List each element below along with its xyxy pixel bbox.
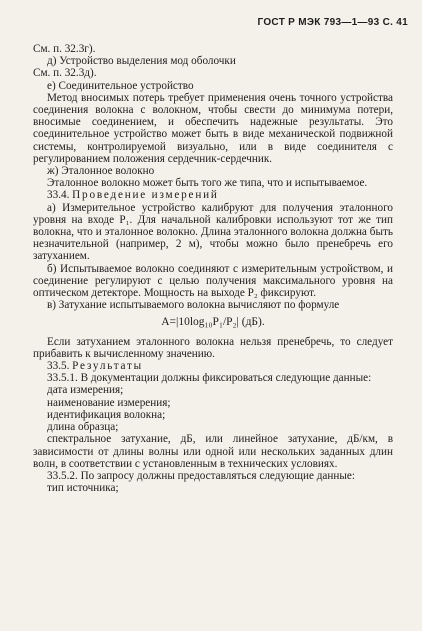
paragraph: б) Испытываемое волокно соединяют с измерительным устройством, и соединение регулируют с целью получения максимального уровня на оптическом детекторе. Мощность на выходе P₂ фиксируют.: [33, 262, 393, 300]
document-body: [33, 43, 393, 494]
paragraph: в) Затухание испытываемого волокна вычисляют по формуле: [47, 299, 340, 312]
list-item: д) Устройство выделения мод оболочки: [47, 55, 236, 68]
list-item: наименование измерения;: [47, 396, 171, 409]
section-title: Проведение измерений: [72, 189, 219, 202]
paragraph: Если затуханием эталонного волокна нельзя пренебречь, то следует прибавить к вычисленному значению.: [33, 335, 393, 360]
section-heading: [33, 189, 393, 201]
section-number: 33.5.: [47, 360, 70, 373]
list-item: дата измерения;: [47, 384, 124, 397]
text-line: См. п. 32.3г).: [33, 43, 96, 55]
paragraph: 33.5.1. В документации должны фиксироваться следующие данные:: [47, 372, 372, 385]
paragraph: Эталонное волокно может быть того же типа, что и испытываемое.: [47, 177, 368, 190]
paragraph: Метод вносимых потерь требует применения очень точного устройства соединения волокна с волокном, чтобы свести до минимума потери, вносимые соединением, и обеспечить надежные результаты. Это соединительное устройство может быть в виде механической подвижной системы, контролируемой визуально, или в виде соединителя с регулированием положения сердечник-сердечник.: [33, 91, 393, 165]
list-item: тип источника;: [47, 482, 119, 495]
section-title: Результаты: [72, 360, 143, 373]
list-item: идентификация волокна;: [47, 408, 166, 421]
section-number: 33.4.: [47, 189, 70, 202]
formula: A=|10log₁₀P₁/P₂| (дБ).: [161, 316, 265, 329]
page-header: ГОСТ Р МЭК 793—1—93 С. 41: [257, 17, 408, 28]
section-heading: [33, 360, 393, 372]
text-line: См. п. 32.3д).: [33, 67, 97, 80]
list-item: е) Соединительное устройство: [47, 79, 194, 92]
paragraph: а) Измерительное устройство калибруют для получения эталонного уровня на входе P₁. Для начальной калибровки используют тот же тип волокна, что и эталонное волокно. Длина эталонного волокна должна быть незначительной (например, 2 м), чтобы можно было пренебречь его затуханием.: [33, 201, 393, 263]
paragraph: 33.5.2. По запросу должны предоставляться следующие данные:: [47, 469, 355, 482]
paragraph: спектральное затухание, дБ, или линейное затухание, дБ/км, в зависимости от длины волны или одной или нескольких заданных длин волн, в соответствии с установленным в технических условиях.: [33, 433, 393, 470]
list-item: ж) Эталонное волокно: [47, 165, 155, 178]
list-item: длина образца;: [47, 421, 119, 434]
